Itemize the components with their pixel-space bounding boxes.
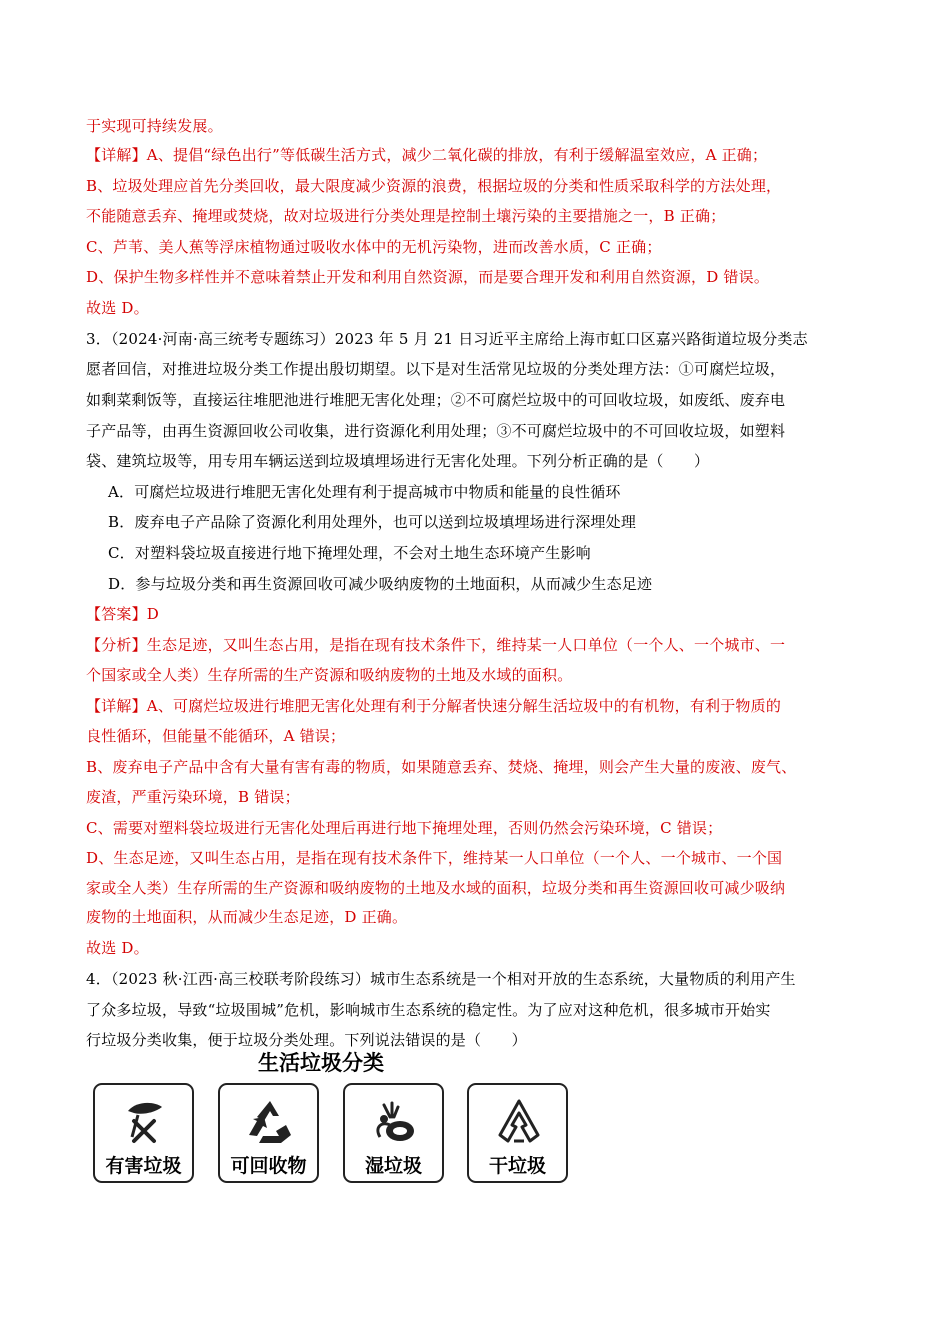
text-line: C．对塑料袋垃圾直接进行地下掩埋处理，不会对土地生态环境产生影响 (108, 544, 591, 562)
hazardous-waste-icon (120, 1097, 170, 1147)
text-line: 故选 D。 (86, 939, 149, 957)
text-line: 家或全人类）生存所需的生产资源和吸纳废物的土地及水域的面积，垃圾分类和再生资源回收可减少吸纳 (86, 879, 786, 897)
text-line: D、生态足迹，又叫生态占用，是指在现有技术条件下，维持某一人口单位（一个人、一个城市、一个国 (86, 849, 783, 867)
text-line: 废渣，严重污染环境，B 错误； (86, 788, 300, 806)
text-line: 了众多垃圾，导致“垃圾围城”危机，影响城市生态系统的稳定性。为了应对这种危机，很多城市开始实 (86, 1001, 771, 1019)
text-line: 【分析】生态足迹，又叫生态占用，是指在现有技术条件下，维持某一人口单位（一个人、一个城市、一 (86, 636, 786, 654)
wet-waste-icon (370, 1097, 420, 1147)
bin-label: 有害垃圾 (105, 1155, 182, 1177)
text-line: 良性循环，但能量不能循环，A 错误； (86, 727, 346, 745)
text-line: 行垃圾分类收集，便于垃圾分类处理。下列说法错误的是（ ） (86, 1031, 527, 1049)
bin-wet (343, 1083, 444, 1183)
text-line: 个国家或全人类）生存所需的生产资源和吸纳废物的土地及水域的面积。 (86, 666, 573, 684)
text-line: 【详解】A、提倡“绿色出行”等低碳生活方式，减少二氧化碳的排放，有利于缓解温室效应，A 正确； (86, 146, 768, 164)
text-line: 愿者回信，对推进垃圾分类工作提出殷切期望。以下是对生活常见垃圾的分类处理方法：①可腐烂垃圾， (86, 360, 786, 378)
figure-title: 生活垃圾分类 (258, 1051, 384, 1075)
text-line: 如剩菜剩饭等，直接运往堆肥池进行堆肥无害化处理；②不可腐烂垃圾中的可回收垃圾，如废纸、废弃电 (86, 391, 786, 409)
bin-recyclable (218, 1083, 319, 1183)
text-line: 不能随意丢弃、掩埋或焚烧，故对垃圾进行分类处理是控制土壤污染的主要措施之一，B 正确； (86, 207, 726, 225)
text-line: D、保护生物多样性并不意味着禁止开发和利用自然资源，而是要合理开发和利用自然资源，D 错误。 (86, 268, 770, 286)
text-line: B．废弃电子产品除了资源化利用处理外，也可以送到垃圾填埋场进行深埋处理 (108, 513, 637, 531)
text-line: 废物的土地面积，从而减少生态足迹，D 正确。 (86, 908, 408, 926)
bin-label: 可回收物 (230, 1155, 307, 1177)
text-line: 于实现可持续发展。 (86, 117, 223, 135)
text-line: 3．（2024·河南·高三统考专题练习）2023 年 5 月 21 日习近平主席给上海市虹口区嘉兴路街道垃圾分类志 (86, 330, 808, 348)
text-line: B、废弃电子产品中含有大量有害有毒的物质，如果随意丢弃、焚烧、掩埋，则会产生大量的废液、废气、 (86, 758, 797, 776)
text-line: 袋、建筑垃圾等，用专用车辆运送到垃圾填埋场进行无害化处理。下列分析正确的是（ ） (86, 452, 710, 470)
text-line: 【答案】D (86, 605, 160, 623)
bin-dry (467, 1083, 568, 1183)
text-line: 子产品等，由再生资源回收公司收集，进行资源化利用处理；③不可腐烂垃圾中的不可回收垃圾，如塑料 (86, 422, 786, 440)
recycle-icon (245, 1097, 295, 1147)
text-line: A．可腐烂垃圾进行堆肥无害化处理有利于提高城市中物质和能量的良性循环 (108, 483, 621, 501)
text-line: 【详解】A、可腐烂垃圾进行堆肥无害化处理有利于分解者快速分解生活垃圾中的有机物，有利于物质的 (86, 697, 782, 715)
text-line: 故选 D。 (86, 299, 149, 317)
text-line: B、垃圾处理应首先分类回收，最大限度减少资源的浪费，根据垃圾的分类和性质采取科学的方法处理， (86, 177, 782, 195)
bin-label: 干垃圾 (488, 1155, 546, 1177)
text-line: C、需要对塑料袋垃圾进行无害化处理后再进行地下掩埋处理，否则仍然会污染环境，C 错误； (86, 819, 723, 837)
dry-waste-icon (494, 1097, 544, 1147)
text-line: D．参与垃圾分类和再生资源回收可减少吸纳废物的土地面积，从而减少生态足迹 (108, 575, 653, 593)
bin-hazardous (93, 1083, 194, 1183)
bin-label: 湿垃圾 (364, 1155, 422, 1177)
text-line: C、芦苇、美人蕉等浮床植物通过吸收水体中的无机污染物，进而改善水质，C 正确； (86, 238, 662, 256)
text-line: 4．（2023 秋·江西·高三校联考阶段练习）城市生态系统是一个相对开放的生态系统，大量物质的利用产生 (86, 970, 796, 988)
